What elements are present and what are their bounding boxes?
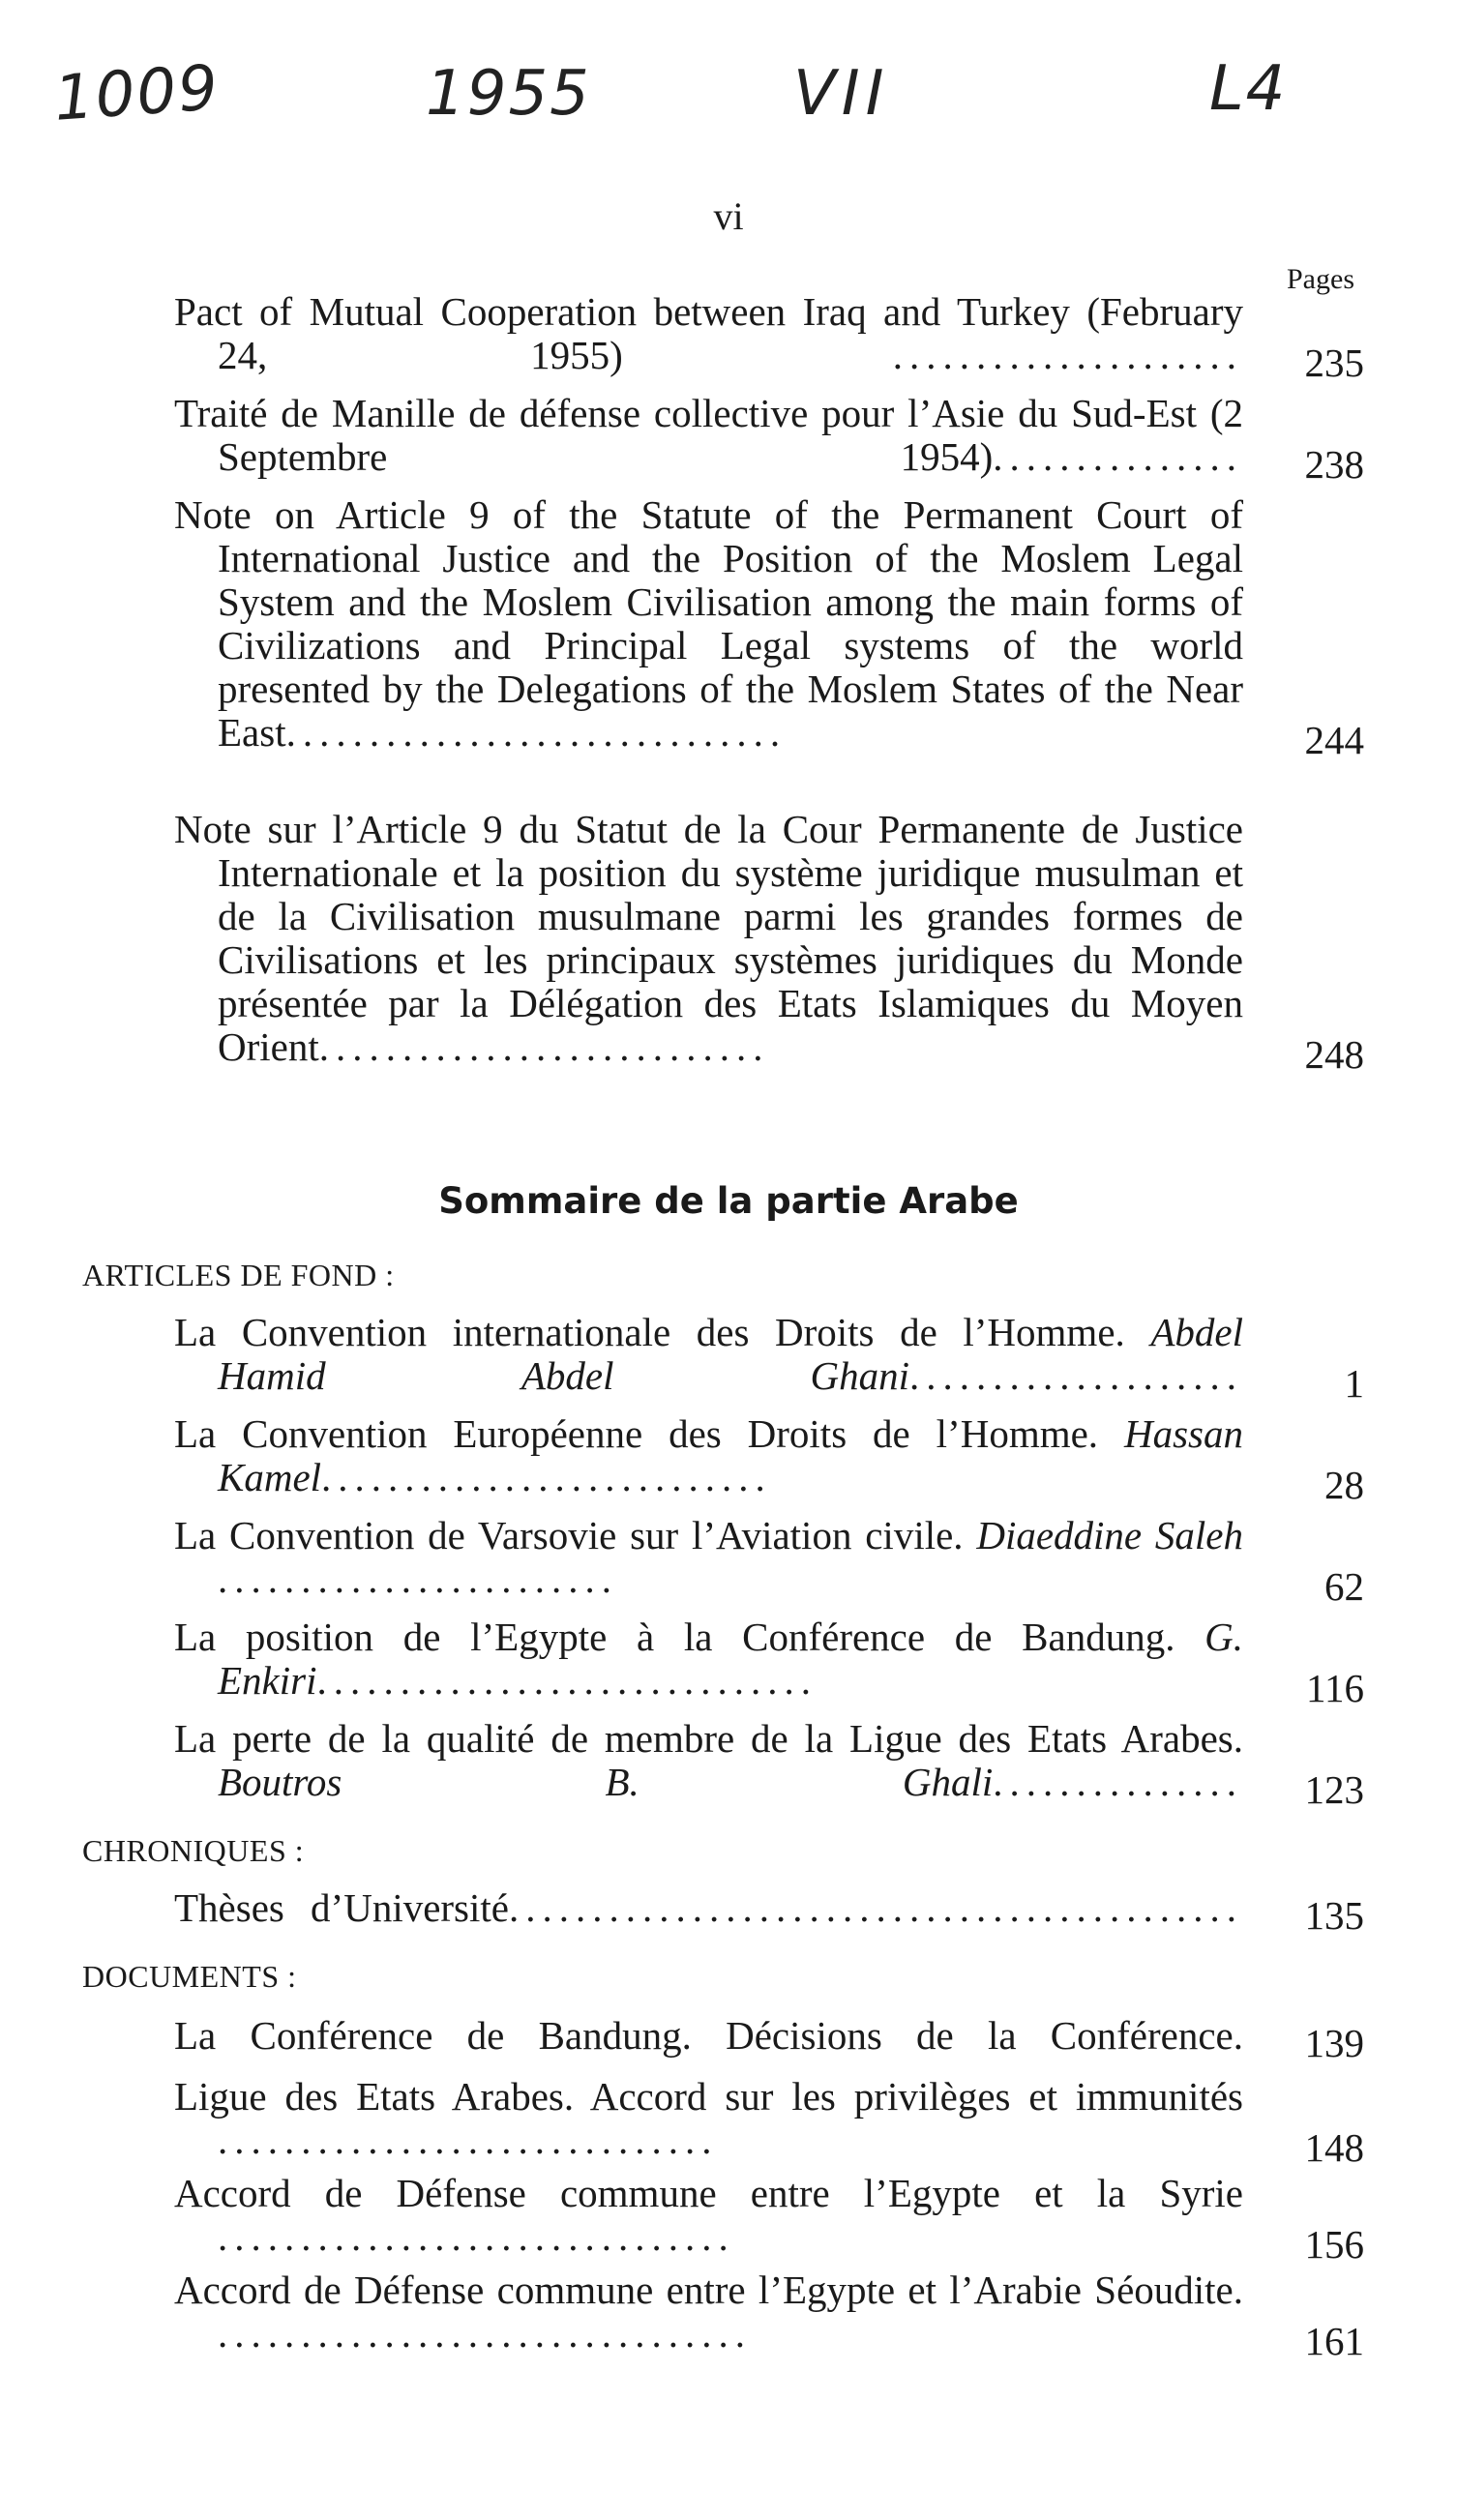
- toc-entry-author: Boutros B. Ghali: [218, 1760, 994, 1804]
- toc-entry-title: La Conférence de Bandung. Décisions de la Conférence.: [174, 2013, 1243, 2058]
- toc-entry-title: La perte de la qualité de membre de la Ligue des Etats Arabes.: [174, 1716, 1243, 1761]
- toc-entry-page: 148: [1304, 2125, 1364, 2170]
- toc-entry-page: 235: [1304, 341, 1364, 385]
- page-number: vi: [713, 194, 744, 238]
- toc-entry-page: 123: [1304, 1767, 1364, 1812]
- toc-entry-page: 244: [1304, 718, 1364, 762]
- section-heading: Sommaire de la partie Arabe: [438, 1180, 1019, 1222]
- toc-entry-page: 116: [1306, 1666, 1364, 1710]
- toc-entry: Accord de Défense commune entre l’Egypte et l’Arabie Séoudite. ................................ 161: [174, 2268, 1364, 2363]
- toc-entry-author: Diaeddine Saleh: [976, 1513, 1243, 1557]
- handwritten-volume: VII: [793, 58, 890, 130]
- toc-entry: La Convention internationale des Droits de l’Homme. Abdel Hamid Abdel Ghani.................... 1: [174, 1310, 1364, 1406]
- toc-entry-title: La Convention internationale des Droits de l’Homme.: [174, 1310, 1125, 1354]
- toc-entry: Note sur l’Article 9 du Statut de la Cour Permanente de Justice Internationale et la position du système juridique musulman et de la Civilisation musulmane parmi les grandes formes de Civilisations et les principaux systèmes juridiques du Monde présentée par la Délégation des Etats Islamiques du Moyen Orient........................... 248: [174, 807, 1364, 1077]
- toc-entry-title: Thèses d’Université: [174, 1885, 509, 1930]
- articles-label: ARTICLES DE FOND :: [82, 1258, 395, 1292]
- toc-entry: Thèses d’Université............................................ 135: [174, 1885, 1364, 1938]
- handwritten-year: 1955: [426, 58, 591, 130]
- toc-entry: La Convention Européenne des Droits de l’Homme. Hassan Kamel........................... 28: [174, 1411, 1364, 1507]
- toc-entry-page: 135: [1304, 1893, 1364, 1938]
- toc-entry-title: La Convention Européenne des Droits de l’Homme.: [174, 1411, 1099, 1456]
- toc-entry-page: 238: [1304, 442, 1364, 487]
- toc-entry: Traité de Manille de défense collective pour l’Asie du Sud-Est (2 Septembre 1954)............... 238: [174, 391, 1364, 487]
- toc-entry: Ligue des Etats Arabes. Accord sur les privilèges et immunités .............................. 148: [174, 2074, 1364, 2170]
- documents-label: DOCUMENTS :: [82, 1959, 297, 1994]
- toc-entry-title: Traité de Manille de défense collective pour l’Asie du Sud-Est (2 Septembre 1954): [174, 391, 1243, 479]
- toc-entry-title: La position de l’Egypte à la Conférence de Bandung.: [174, 1615, 1175, 1659]
- toc-entry-title: Note on Article 9 of the Statute of the Permanent Court of International Justice and the Position of the Moslem Legal System and the Moslem Civilisation among the main forms of Civilizations and Principal Legal systems of the world presented by the Delegations of the Moslem States of the Near East: [174, 492, 1243, 755]
- toc-entry-title: Ligue des Etats Arabes. Accord sur les privilèges et immunités: [174, 2074, 1243, 2119]
- toc-entry-page: 248: [1304, 1032, 1364, 1077]
- toc-entry-author: Hassan Kamel: [218, 1411, 1243, 1499]
- handwritten-number: 1009: [51, 52, 223, 135]
- pages-column-label: Pages: [1287, 263, 1354, 295]
- toc-entry-author: Abdel Hamid Abdel Ghani: [218, 1310, 1243, 1398]
- toc-entry-page: 156: [1304, 2222, 1364, 2267]
- chroniques-label: CHRONIQUES :: [82, 1833, 305, 1868]
- toc-entry-title: Accord de Défense commune entre l’Egypte et la Syrie: [174, 2171, 1243, 2215]
- handwritten-code: L4: [1209, 53, 1288, 125]
- toc-entry: La position de l’Egypte à la Conférence de Bandung. G. Enkiri.............................. 116: [174, 1615, 1364, 1710]
- toc-entry: Note on Article 9 of the Statute of the Permanent Court of International Justice and the Position of the Moslem Legal System and the Moslem Civilisation among the main forms of Civilizations and Principal Legal systems of the world presented by the Delegations of the Moslem States of the Near East.............................. 244: [174, 492, 1364, 762]
- toc-entry: Accord de Défense commune entre l’Egypte et la Syrie ............................... 156: [174, 2171, 1364, 2267]
- toc-entry-title: Accord de Défense commune entre l’Egypte et l’Arabie Séoudite.: [174, 2268, 1243, 2312]
- toc-entry-page: 161: [1304, 2319, 1364, 2363]
- toc-entry-page: 62: [1324, 1564, 1364, 1609]
- toc-entry: Pact of Mutual Cooperation between Iraq and Turkey (February 24, 1955) ..................... 235: [174, 289, 1364, 385]
- toc-entry: La perte de la qualité de membre de la Ligue des Etats Arabes. Boutros B. Ghali............... 123: [174, 1716, 1364, 1812]
- toc-entry-title: La Convention de Varsovie sur l’Aviation civile.: [174, 1513, 964, 1557]
- toc-entry-title: Pact of Mutual Cooperation between Iraq and Turkey (February 24, 1955): [174, 289, 1243, 377]
- toc-entry-title: Note sur l’Article 9 du Statut de la Cour Permanente de Justice Internationale et la position du système juridique musulman et de la Civilisation musulmane parmi les grandes formes de Civilisations et les principaux systèmes juridiques du Monde présentée par la Délégation des Etats Islamiques du Moyen Orient: [174, 807, 1243, 1069]
- toc-entry-page: 28: [1324, 1463, 1364, 1507]
- toc-entry-author: G. Enkiri: [218, 1615, 1243, 1703]
- toc-entry-page: 139: [1304, 2021, 1364, 2065]
- toc-entry: [174, 2013, 1364, 2065]
- toc-entry: La Convention de Varsovie sur l’Aviation civile. Diaeddine Saleh ........................ 62: [174, 1513, 1364, 1609]
- toc-entry-page: 1: [1344, 1361, 1364, 1406]
